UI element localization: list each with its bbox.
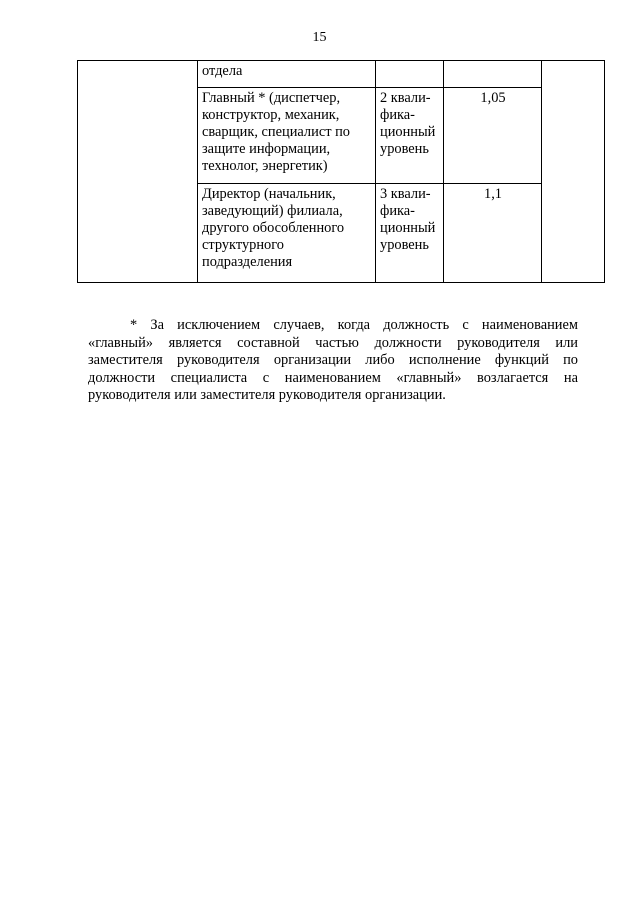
position-cell bbox=[198, 184, 376, 283]
position-cell bbox=[198, 88, 376, 184]
qualification-cell bbox=[376, 184, 444, 283]
position-text: Главный * (диспетчер, конструктор, механик, сварщик, специалист по защите информации, технолог, энергетик) bbox=[202, 90, 350, 174]
coefficient-cell bbox=[444, 88, 542, 184]
qualification-text: 2 квали- фика- ционный уровень bbox=[380, 90, 436, 157]
table-row bbox=[78, 61, 605, 88]
coefficient-cell bbox=[444, 61, 542, 88]
coefficient-text: 1,05 bbox=[480, 90, 506, 106]
salary-coefficient-table bbox=[77, 60, 605, 283]
qualification-text: 3 квали- фика- ционный уровень bbox=[380, 186, 436, 253]
coefficient-text: 1,1 bbox=[484, 186, 502, 202]
qualification-cell bbox=[376, 88, 444, 184]
page-number: 15 bbox=[312, 30, 327, 45]
group-cell bbox=[78, 61, 198, 283]
blank-cell bbox=[542, 61, 605, 283]
coefficient-cell bbox=[444, 184, 542, 283]
footnote: * За исключением случаев, когда должность с наименованием «главный» является составной частью должности руководителя или заместителя руководителя организации либо исполнение функций по должности специалиста с наименованием «главный» возлагается на руководителя или заместителя руководителя организации. bbox=[88, 317, 578, 404]
position-text: Директор (начальник, заведующий) филиала, другого обособленного структурного подразделения bbox=[202, 186, 345, 270]
position-text: отдела bbox=[202, 63, 243, 79]
qualification-cell bbox=[376, 61, 444, 88]
position-cell bbox=[198, 61, 376, 88]
